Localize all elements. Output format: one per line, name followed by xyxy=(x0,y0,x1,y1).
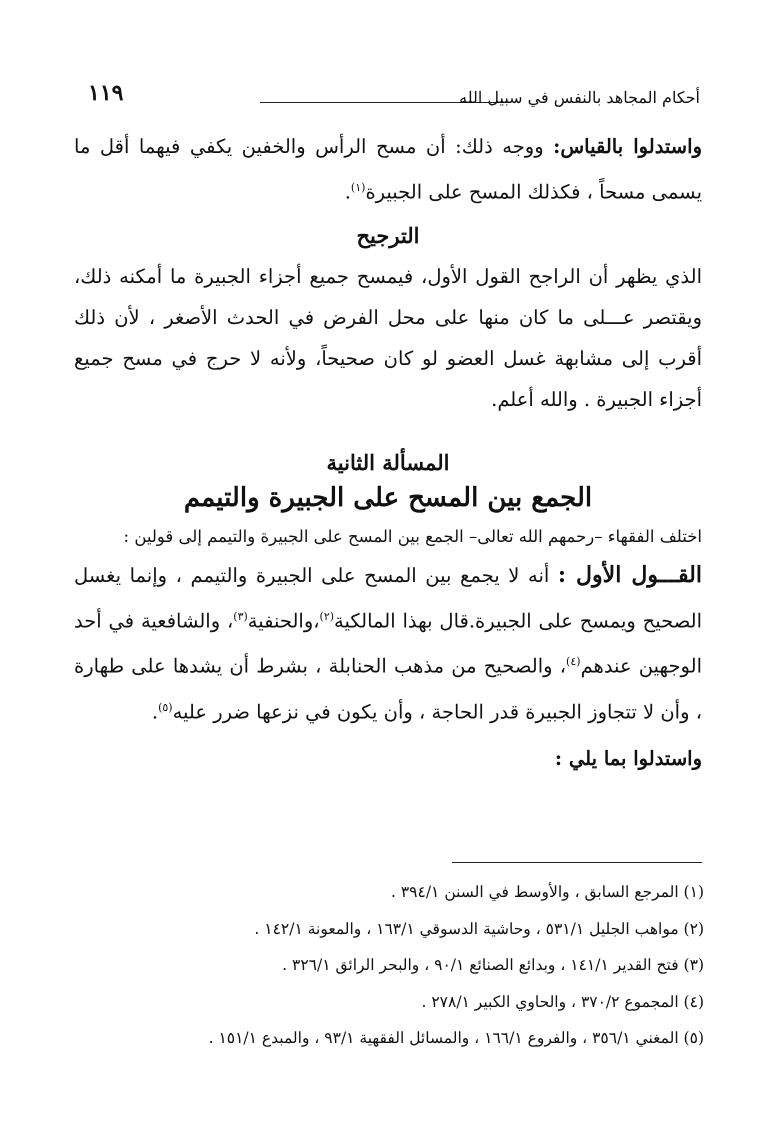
footnote-4: (٤) المجموع ٣٧٠/٢ ، والحاوي الكبير ٢٧٨/١ . xyxy=(421,992,704,1011)
footnote-3: (٣) فتح القدير ١٤١/١ ، وبدائع الصنائع ٩٠/١ ، والبحر الرائق ٣٢٦/١ . xyxy=(282,956,704,974)
paragraph-tarjih: الذي يظهر أن الراجح القول الأول، فيمسح جميع أجزاء الجبيرة ما أمكنه ذلك، ويقتصر عـــلى ما كان منها على محل الفرض في الحدث الأصغر ، لأن ذلك أقرب إلى مشابهة غسل العضو لو كان صحيحاً، ولأنه لا حرج في مسح جميع أجزاء الجبيرة . والله أعلم. xyxy=(74,264,702,411)
paragraph-qiyas xyxy=(74,126,702,213)
footnote-2: (٢) مواهب الجليل ٥٣١/١ ، وحاشية الدسوقي ١٦٣/١ ، والمعونة ١٤٢/١ . xyxy=(254,919,704,938)
evidence-lead: واستدلوا بما يلي : xyxy=(554,747,702,770)
heading-masala: المسألة الثانية xyxy=(326,449,450,475)
paragraph-intro: اختلف الفقهاء –رحمهم الله تعالى– الجمع بين المسح على الجبيرة والتيمم إلى قولين : xyxy=(123,526,702,546)
paragraph-lead: واستدلوا بالقياس: xyxy=(553,135,702,158)
heading-topic: الجمع بين المسح على الجبيرة والتيمم xyxy=(183,482,593,513)
footnotes xyxy=(74,874,704,1057)
page-number: ١١٩ xyxy=(88,80,124,106)
opinion-end: . xyxy=(151,700,159,723)
footnote-rule xyxy=(452,862,702,863)
paragraph-end: . xyxy=(344,180,351,204)
opinion-label: القـــول الأول : xyxy=(557,561,702,588)
footnote-5: (٥) المغني ٣٥٦/١ ، والفروع ١٦٦/١ ، والمسائل الفقهية ٩٣/١ ، والمبدع ١٥١/١ . xyxy=(208,1029,704,1047)
running-title: أحكام المجاهد بالنفس في سبيل الله xyxy=(459,88,700,107)
page-body xyxy=(74,126,702,779)
heading-tarjih: الترجيح xyxy=(356,222,420,248)
footnote-ref-4: (٤) xyxy=(566,655,581,668)
paragraph-text: ووجه ذلك: أن مسح الرأس والخفين يكفي فيهما أقل ما يسمى مسحاً ، فكذلك المسح على الجبيرة xyxy=(74,135,702,204)
opinion-text-2: ،والحنفية xyxy=(247,609,320,632)
footnote-ref-2: (٢) xyxy=(319,609,335,623)
footnote-ref-3: (٣) xyxy=(233,609,248,623)
opinion-text-3: ، والشافعية في أحد الوجهين عندهم xyxy=(74,609,702,678)
footnote-ref-5: (٥) xyxy=(158,700,173,714)
footnote-1: (١) المرجع السابق ، والأوسط في السنن ٣٩٤/١ . xyxy=(391,883,704,901)
paragraph-first-opinion xyxy=(74,555,702,733)
opinion-text-1: أنه لا يجمع بين المسح على الجبيرة والتيمم ، وإنما يغسل الصحيح ويمسح على الجبيرة.قال بهذا المالكية xyxy=(74,563,702,632)
page-header xyxy=(80,80,700,114)
footnote-ref-1: (١) xyxy=(350,181,366,194)
opinion-text-4: ، والصحيح من مذهب الحنابلة ، بشرط أن يشدها على طهارة ، وأن لا تتجاوز الجبيرة قدر الحاجة ، وأن يكون في نزعها ضرر عليه xyxy=(74,654,702,723)
